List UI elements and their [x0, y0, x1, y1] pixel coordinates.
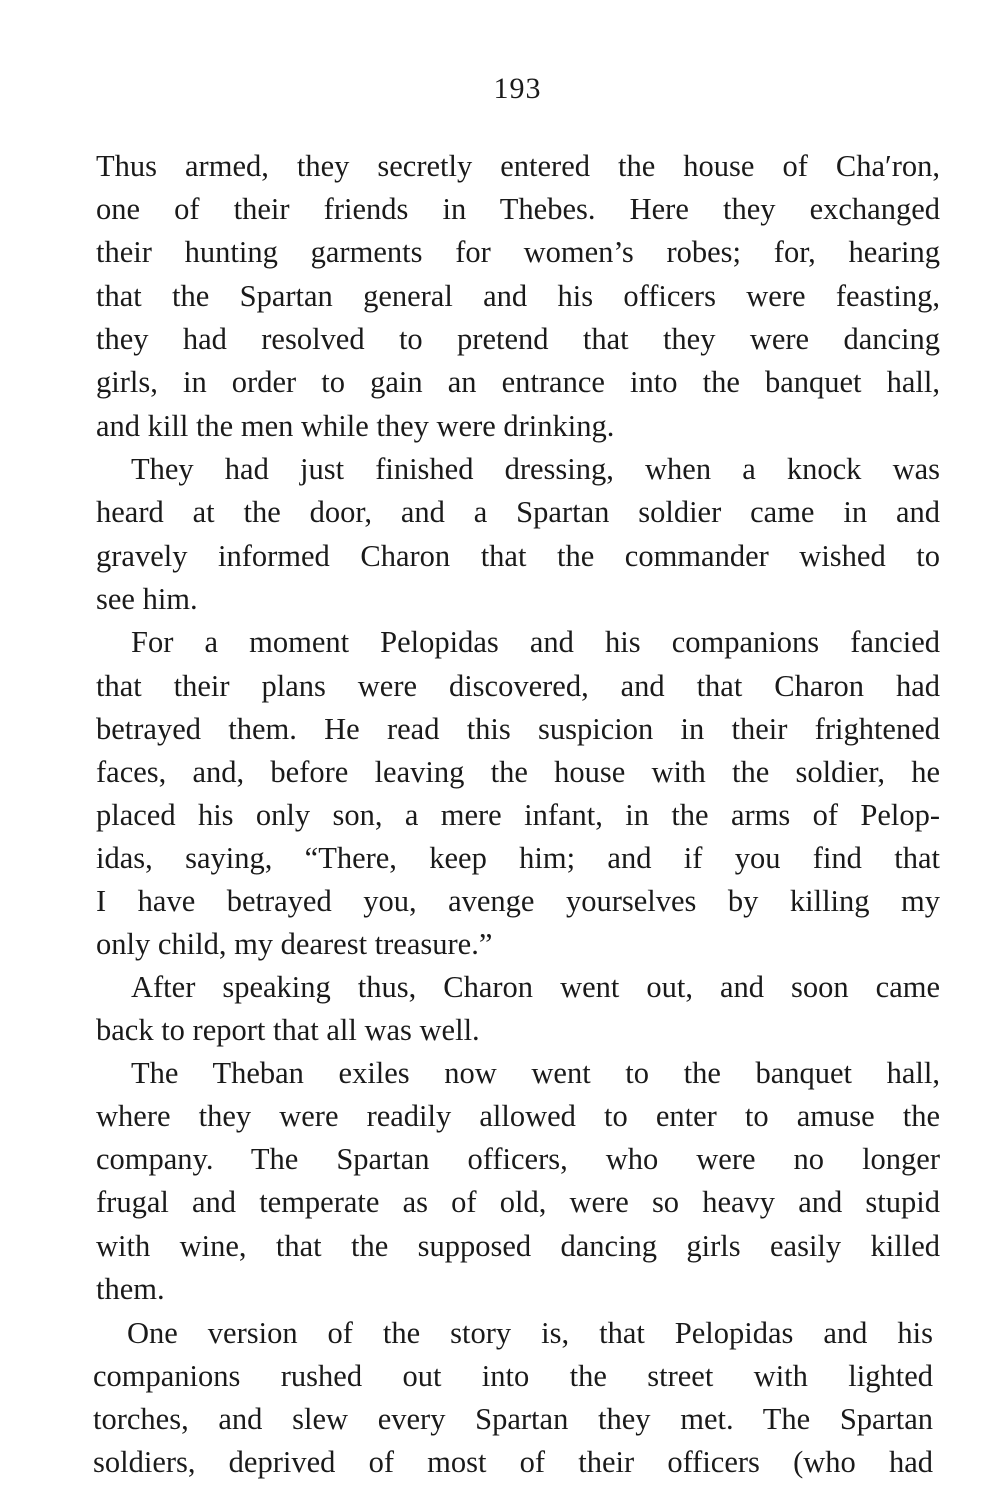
text-line: see him. [96, 582, 198, 616]
text-line: I have betrayed you, avenge yourselves by killing my [96, 884, 940, 918]
text-line: where they were readily allowed to enter to amuse the [96, 1099, 940, 1133]
text-line: faces, and, before leaving the house with the soldier, he [96, 755, 940, 789]
text-line: heard at the door, and a Spartan soldier came in and [96, 495, 940, 529]
text-line: They had just finished dressing, when a knock was [131, 452, 940, 486]
text-line: they had resolved to pretend that they were dancing [96, 322, 940, 356]
text-line: girls, in order to gain an entrance into the banquet hall, [96, 365, 940, 399]
text-line: Thus armed, they secretly entered the house of Cha′ron, [96, 149, 940, 183]
text-line: placed his only son, a mere infant, in the arms of Pelop- [96, 798, 940, 832]
text-line: only child, my dearest treasure.” [96, 927, 493, 961]
text-line: and kill the men while they were drinking. [96, 409, 615, 443]
text-line: The Theban exiles now went to the banquet hall, [131, 1056, 940, 1090]
text-line: torches, and slew every Spartan they met. The Spartan [93, 1402, 933, 1436]
page-number: 193 [493, 72, 542, 105]
text-line: After speaking thus, Charon went out, and soon came [131, 970, 940, 1004]
text-line: gravely informed Charon that the commander wished to [96, 539, 940, 573]
text-line: their hunting garments for women’s robes; for, hearing [96, 235, 940, 269]
text-line: betrayed them. He read this suspicion in their frightened [96, 712, 940, 746]
text-line: them. [96, 1272, 165, 1306]
text-line: company. The Spartan officers, who were no longer [96, 1142, 940, 1176]
text-line: For a moment Pelopidas and his companions fancied [131, 625, 940, 659]
text-line: that the Spartan general and his officers were feasting, [96, 279, 940, 313]
text-line: back to report that all was well. [96, 1013, 480, 1047]
text-line: idas, saying, “There, keep him; and if you find that [96, 841, 940, 875]
text-line: One version of the story is, that Pelopidas and his [127, 1316, 933, 1350]
cut-off-next-line [96, 1492, 940, 1511]
text-line: soldiers, deprived of most of their officers (who had [93, 1445, 933, 1479]
text-line: frugal and temperate as of old, were so heavy and stupid [96, 1185, 940, 1219]
text-line: companions rushed out into the street with lighted [93, 1359, 933, 1393]
text-line: that their plans were discovered, and that Charon had [96, 669, 940, 703]
text-line: with wine, that the supposed dancing girls easily killed [96, 1229, 940, 1263]
text-line: one of their friends in Thebes. Here they exchanged [96, 192, 940, 226]
cut-off-glyph-tops [96, 1492, 940, 1511]
